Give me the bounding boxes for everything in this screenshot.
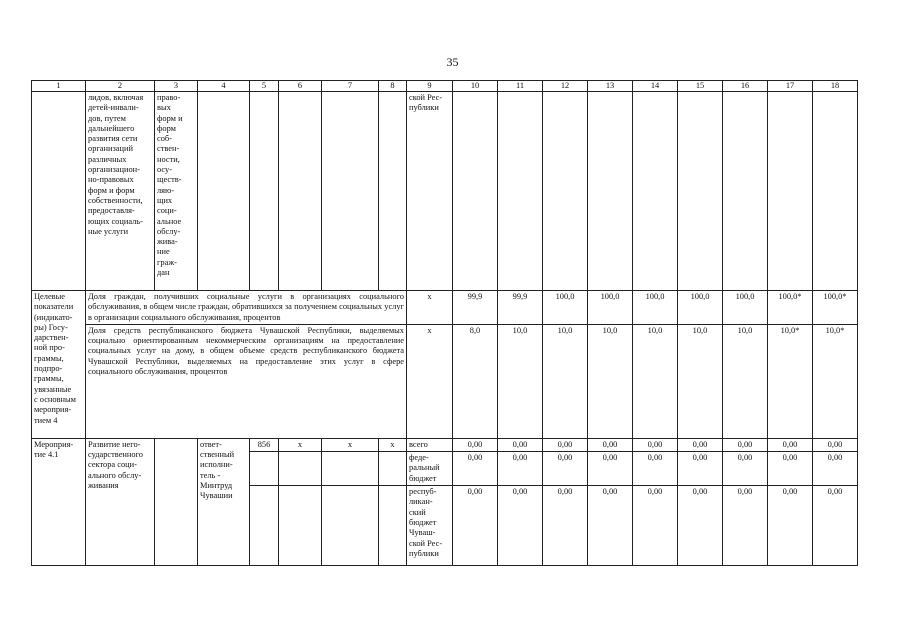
cell-empty — [322, 92, 379, 291]
header-cell: 17 — [768, 81, 813, 92]
cell-empty — [813, 92, 858, 291]
indicator-text: Доля средств республиканского бюджета Чувашской Республики, выделяемых социально ориентированным некоммерческим организациям на предоставление социальных услуг на дому, в общем объеме средств республиканского бюджета Чувашской Республики, выделяемых на предоставление этих услуг в сфере социального обслуживания, процентов — [86, 324, 407, 438]
indicator-value: 10,0* — [768, 324, 813, 438]
funding-value: 0,00 — [453, 452, 498, 486]
indicator-value: 10,0 — [678, 324, 723, 438]
continuation-col9: ской Рес- публики — [407, 92, 453, 291]
funding-value: 0,00 — [543, 486, 588, 566]
cell-empty — [322, 486, 379, 566]
header-cell: 15 — [678, 81, 723, 92]
measure-col5: 856 — [250, 438, 279, 451]
indicator-value: 8,0 — [453, 324, 498, 438]
funding-value: 0,00 — [723, 438, 768, 451]
funding-value: 0,00 — [723, 452, 768, 486]
funding-value: 0,00 — [453, 486, 498, 566]
measure-title: Развитие него- сударственного сектора соци- ального обслу- живания — [86, 438, 155, 565]
measure-col6: х — [279, 438, 322, 451]
indicator-col9: х — [407, 324, 453, 438]
indicator-value: 99,9 — [498, 291, 543, 325]
funding-value: 0,00 — [678, 452, 723, 486]
funding-value: 0,00 — [498, 452, 543, 486]
funding-value: 0,00 — [678, 438, 723, 451]
funding-value: 0,00 — [498, 438, 543, 451]
header-cell: 2 — [86, 81, 155, 92]
funding-value: 0,00 — [678, 486, 723, 566]
funding-value: 0,00 — [768, 438, 813, 451]
funding-value: 0,00 — [768, 486, 813, 566]
header-cell: 5 — [250, 81, 279, 92]
header-cell: 12 — [543, 81, 588, 92]
indicator-value: 99,9 — [453, 291, 498, 325]
header-cell: 16 — [723, 81, 768, 92]
indicator-value: 10,0 — [723, 324, 768, 438]
funding-value: 0,00 — [813, 438, 858, 451]
header-cell: 1 — [32, 81, 86, 92]
indicator-value: 100,0 — [633, 291, 678, 325]
cell-empty — [379, 92, 407, 291]
continuation-row — [32, 92, 858, 291]
indicator-text: Доля граждан, получивших социальные услуги в организациях социального обслуживания, в общем числе граждан, обратившихся за получением социальных услуг в организации социального обслуживания, процентов — [86, 291, 407, 325]
cell-empty — [155, 438, 198, 565]
page-number: 35 — [446, 55, 459, 69]
header-cell: 10 — [453, 81, 498, 92]
indicator-col9: х — [407, 291, 453, 325]
cell-empty — [723, 92, 768, 291]
indicator-value: 100,0 — [588, 291, 633, 325]
cell-empty — [250, 486, 279, 566]
funding-source: респуб- ликан- ский бюджет Чуваш- ской Рес- публики — [407, 486, 453, 566]
measure-label: Мероприя- тие 4.1 — [32, 438, 86, 565]
cell-empty — [250, 92, 279, 291]
funding-value: 0,00 — [813, 486, 858, 566]
funding-value: 0,00 — [813, 452, 858, 486]
cell-empty — [588, 92, 633, 291]
funding-value: 0,00 — [498, 486, 543, 566]
header-row — [32, 81, 858, 92]
funding-source: феде- ральный бюджет — [407, 452, 453, 486]
header-cell: 11 — [498, 81, 543, 92]
indicator-row — [32, 324, 858, 438]
indicator-value: 100,0 — [543, 291, 588, 325]
funding-value: 0,00 — [588, 486, 633, 566]
funding-value: 0,00 — [588, 438, 633, 451]
cell-empty — [32, 92, 86, 291]
cell-empty — [279, 486, 322, 566]
indicator-value: 10,0 — [588, 324, 633, 438]
funding-source: всего — [407, 438, 453, 451]
measure-col7: х — [322, 438, 379, 451]
indicator-value: 10,0 — [633, 324, 678, 438]
funding-value: 0,00 — [633, 452, 678, 486]
continuation-col2: лидов, включая детей-инвали- дов, путем дальнейшего развития сети организаций различных организацион- но-правовых форм и форм собственности, предоставля- ющих социаль- ные услуги — [86, 92, 155, 291]
header-cell: 6 — [279, 81, 322, 92]
funding-value: 0,00 — [723, 486, 768, 566]
header-cell: 13 — [588, 81, 633, 92]
indicators-label: Целевые показатели (индикато- ры) Госу- дарствен- ной про- граммы, подпро- граммы, увязанные с основным мероприя- тием 4 — [32, 291, 86, 439]
cell-empty — [678, 92, 723, 291]
cell-empty — [250, 452, 279, 486]
funding-value: 0,00 — [453, 438, 498, 451]
program-table — [31, 80, 858, 566]
indicator-row — [32, 291, 858, 325]
cell-empty — [453, 92, 498, 291]
cell-empty — [198, 92, 250, 291]
cell-empty — [379, 486, 407, 566]
indicator-value: 100,0* — [813, 291, 858, 325]
measure-col8: х — [379, 438, 407, 451]
header-cell: 4 — [198, 81, 250, 92]
funding-value: 0,00 — [768, 452, 813, 486]
header-cell: 14 — [633, 81, 678, 92]
cell-empty — [379, 452, 407, 486]
funding-value: 0,00 — [588, 452, 633, 486]
indicator-value: 100,0 — [723, 291, 768, 325]
measure-executor: ответ- ственный исполни- тель - Минтруд Чувашии — [198, 438, 250, 565]
cell-empty — [322, 452, 379, 486]
header-cell: 8 — [379, 81, 407, 92]
cell-empty — [633, 92, 678, 291]
indicator-value: 100,0 — [678, 291, 723, 325]
header-cell: 18 — [813, 81, 858, 92]
measure-row-total — [32, 438, 858, 451]
header-cell: 9 — [407, 81, 453, 92]
continuation-col3: право- вых форм и форм соб- ствен- ности, осу- ществ- ляю- щих соци- альное обслу- жива- ние граж- дан — [155, 92, 198, 291]
indicator-value: 100,0* — [768, 291, 813, 325]
cell-empty — [498, 92, 543, 291]
funding-value: 0,00 — [633, 486, 678, 566]
header-cell: 3 — [155, 81, 198, 92]
funding-value: 0,00 — [633, 438, 678, 451]
cell-empty — [768, 92, 813, 291]
indicator-value: 10,0 — [498, 324, 543, 438]
cell-empty — [543, 92, 588, 291]
cell-empty — [279, 452, 322, 486]
cell-empty — [279, 92, 322, 291]
funding-value: 0,00 — [543, 452, 588, 486]
header-cell: 7 — [322, 81, 379, 92]
indicator-value: 10,0 — [543, 324, 588, 438]
funding-value: 0,00 — [543, 438, 588, 451]
indicator-value: 10,0* — [813, 324, 858, 438]
